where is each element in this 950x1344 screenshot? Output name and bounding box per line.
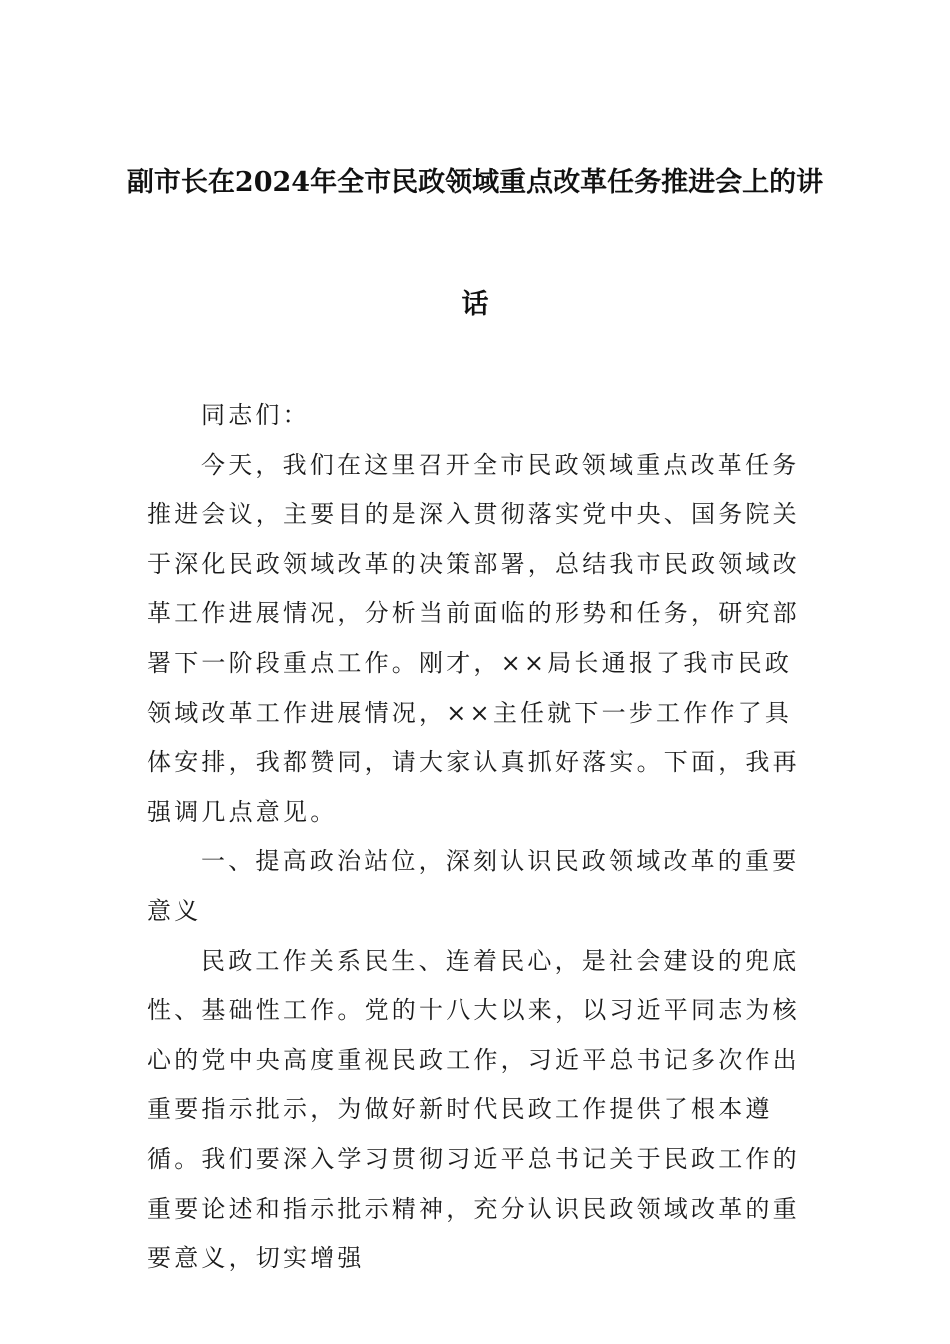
section-1-paragraph: 民政工作关系民生、连着民心，是社会建设的兜底性、基础性工作。党的十八大以来，以习近平同志为核心的党中央高度重视民政工作，习近平总书记多次作出重要指示批示，为做好新时代民政工作提供了根本遵循。我们要深入学习贯彻习近平总书记关于民政工作的重要论述和指示批示精神，充分认识民政领域改革的重要意义，切实增强 bbox=[147, 946, 800, 1273]
intro-paragraph: 今天，我们在这里召开全市民政领域重点改革任务推进会议，主要目的是深入贯彻落实党中央、国务院关于深化民政领域改革的决策部署，总结我市民政领域改革工作进展情况，分析当前面临的形势和任务，研究部署下一阶段重点工作。刚才，××局长通报了我市民政领域改革工作进展情况，××主任就下一步工作作了具体安排，我都赞同，请大家认真抓好落实。下面，我再强调几点意见。 bbox=[147, 450, 800, 826]
salutation-paragraph: 同志们： bbox=[201, 401, 310, 429]
document-title-line-2: 话 bbox=[461, 289, 489, 320]
document-body bbox=[147, 391, 807, 1284]
section-heading-1: 一、提高政治站位，深刻认识民政领域改革的重要意义 bbox=[147, 847, 800, 925]
document-title-line-1: 副市长在2024年全市民政领域重点改革任务推进会上的讲 bbox=[126, 167, 824, 198]
